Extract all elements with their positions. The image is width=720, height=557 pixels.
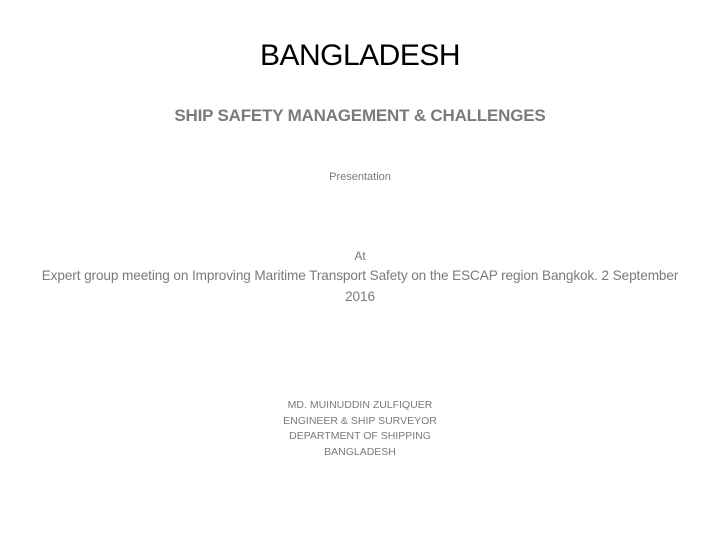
at-label: At xyxy=(354,249,366,263)
author-department: DEPARTMENT OF SHIPPING xyxy=(289,430,431,442)
slide-title: BANGLADESH xyxy=(259,39,461,72)
presentation-label: Presentation xyxy=(329,171,391,183)
meeting-text: Expert group meeting on Improving Maritime Transport Safety on the ESCAP region Bangkok. 2 September 2016 xyxy=(41,268,679,304)
author-role: ENGINEER & SHIP SURVEYOR xyxy=(283,414,437,427)
author-block xyxy=(0,398,720,460)
slide-subtitle: SHIP SAFETY MANAGEMENT & CHALLENGES xyxy=(174,106,546,125)
meeting-block xyxy=(30,247,690,307)
author-name: MD. MUINUDDIN ZULFIQUER xyxy=(287,399,433,411)
author-country: BANGLADESH xyxy=(324,445,396,458)
